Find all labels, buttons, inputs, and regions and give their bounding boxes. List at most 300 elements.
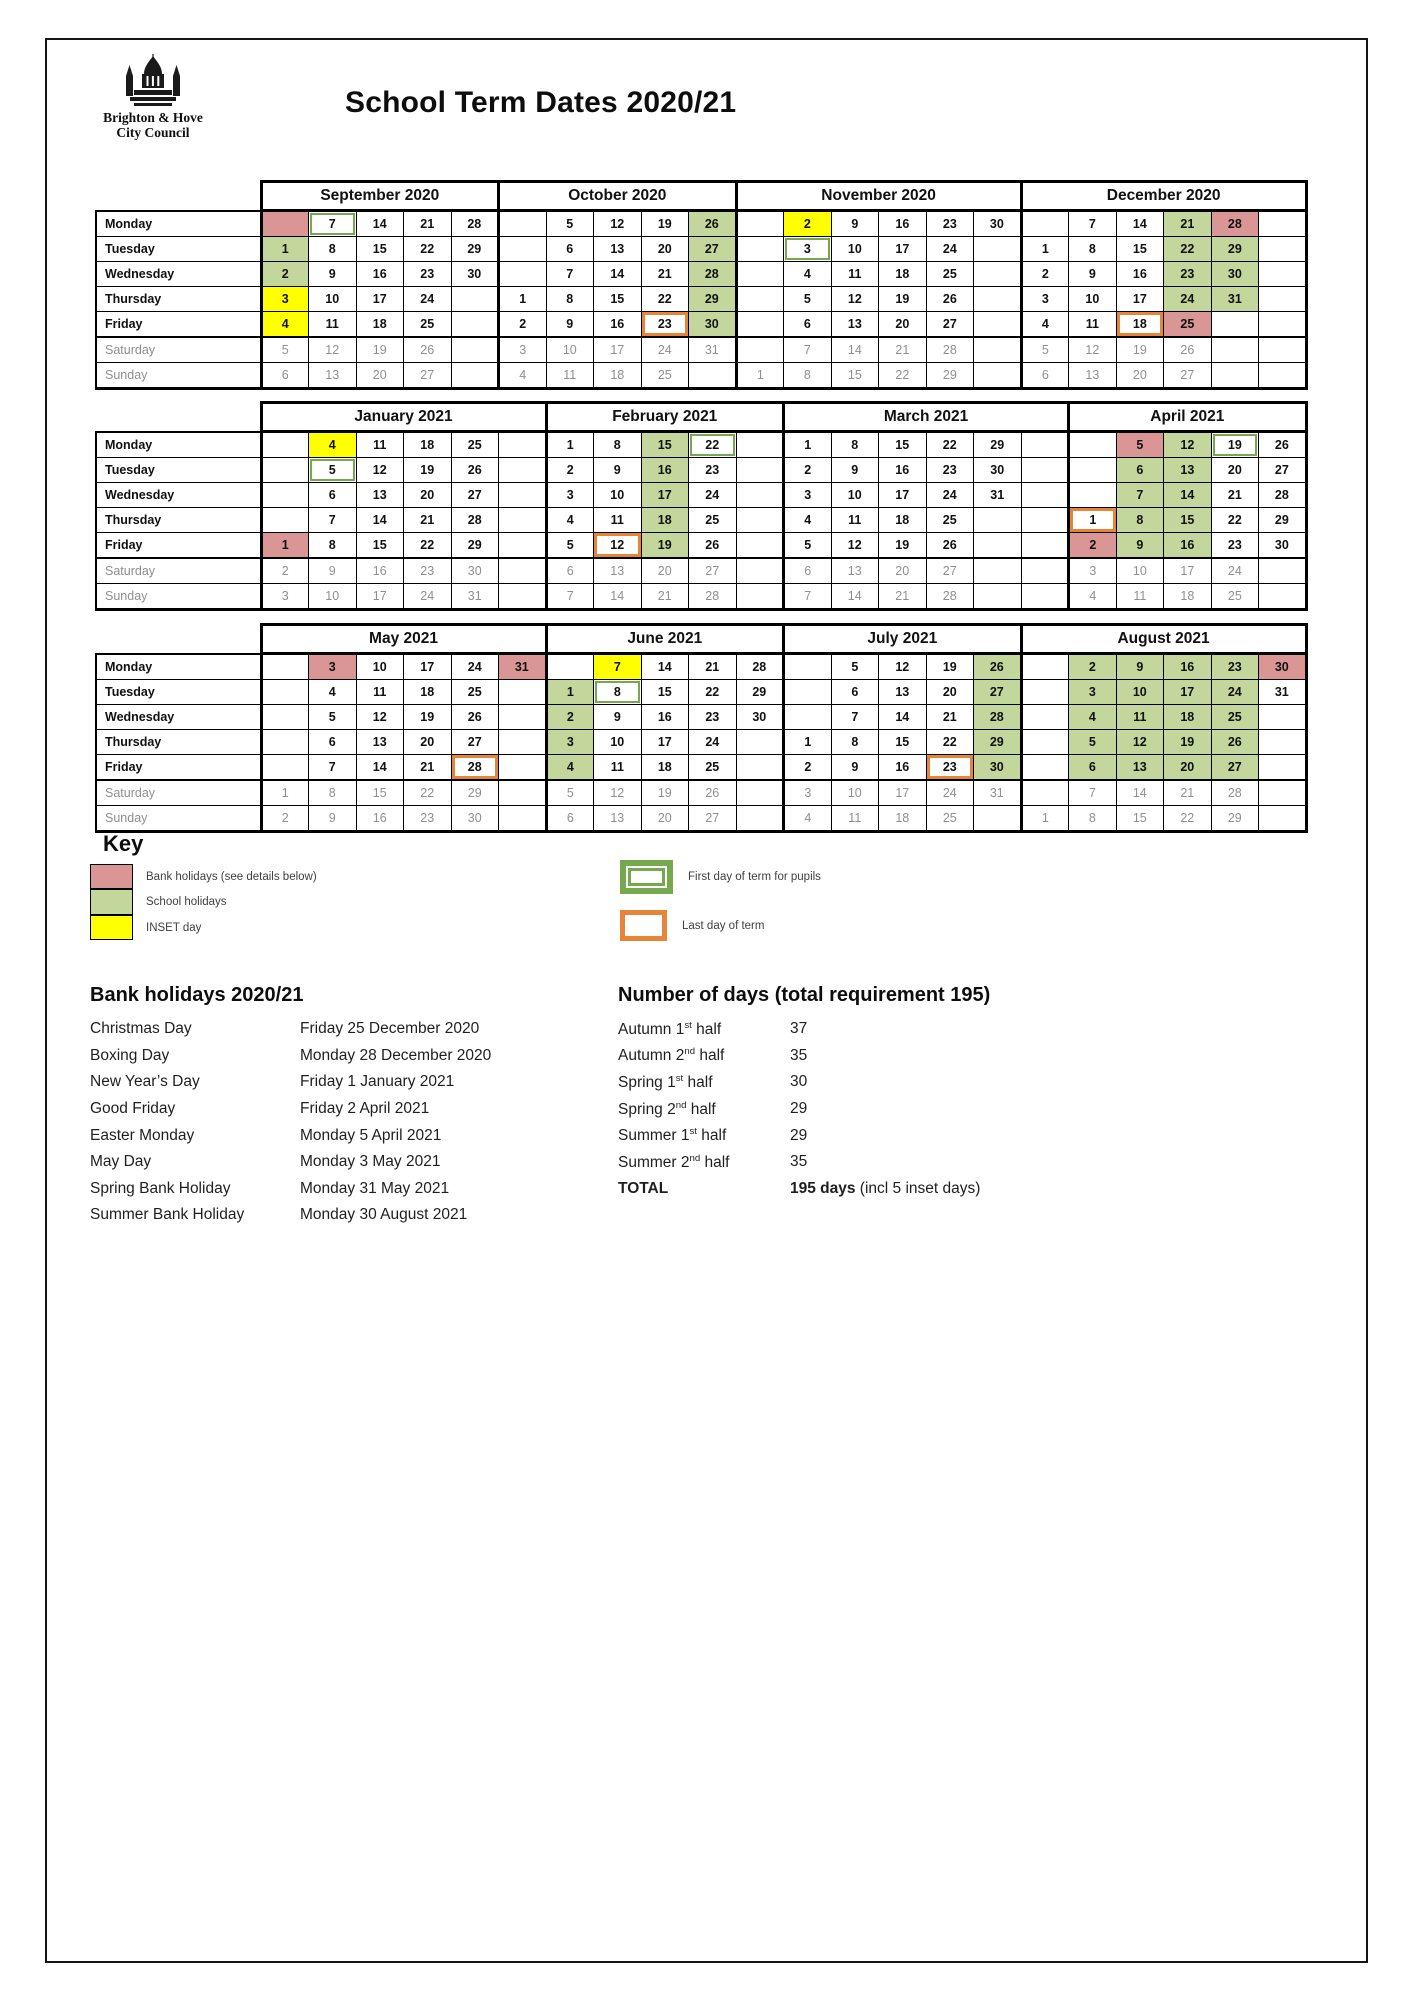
day-cell: 29 xyxy=(736,680,784,705)
bank-holiday-date: Monday 28 December 2020 xyxy=(300,1046,492,1064)
day-cell: 21 xyxy=(1211,483,1259,508)
day-cell: 22 xyxy=(1164,806,1212,832)
day-row-label: Thursday xyxy=(96,508,261,533)
day-cell: 2 xyxy=(499,312,547,338)
day-cell: 9 xyxy=(309,262,357,287)
day-cell: 28 xyxy=(974,705,1022,730)
day-cell: 28 xyxy=(926,337,974,363)
day-cell: 12 xyxy=(879,654,927,680)
day-cell-empty xyxy=(261,680,309,705)
day-cell-empty xyxy=(499,705,547,730)
day-cell: 11 xyxy=(831,508,879,533)
day-cell: 30 xyxy=(689,312,737,338)
day-cell-empty xyxy=(261,483,309,508)
day-cell: 30 xyxy=(451,262,499,287)
day-cell: 13 xyxy=(1164,458,1212,483)
day-cell: 4 xyxy=(499,363,547,389)
total-days-bold: 195 days xyxy=(790,1179,856,1197)
day-row xyxy=(96,584,1306,610)
day-cell: 17 xyxy=(1164,558,1212,584)
bank-holiday-name: Christmas Day xyxy=(90,1020,192,1038)
day-cell: 9 xyxy=(594,705,642,730)
day-cell: 15 xyxy=(1116,806,1164,832)
day-cell-empty xyxy=(1021,483,1069,508)
key-row-last-day xyxy=(620,910,764,941)
day-cell: 11 xyxy=(356,680,404,705)
day-cell-empty xyxy=(451,337,499,363)
day-cell: 17 xyxy=(1116,287,1164,312)
day-cell: 3 xyxy=(784,237,832,262)
bank-holiday-row xyxy=(90,1122,610,1149)
day-cell-empty xyxy=(499,432,547,458)
day-cell: 16 xyxy=(356,806,404,832)
day-cell: 6 xyxy=(546,806,594,832)
day-cell: 9 xyxy=(546,312,594,338)
day-cell: 5 xyxy=(546,211,594,237)
bank-holiday-row xyxy=(90,1069,610,1096)
day-cell: 5 xyxy=(546,533,594,559)
school-holiday-swatch xyxy=(90,889,133,915)
day-cell: 6 xyxy=(309,483,357,508)
day-cell: 29 xyxy=(1211,237,1259,262)
day-cell: 26 xyxy=(926,533,974,559)
day-cell: 6 xyxy=(831,680,879,705)
day-row xyxy=(96,287,1306,312)
day-cell: 1 xyxy=(1021,806,1069,832)
day-cell: 11 xyxy=(831,262,879,287)
day-cell: 9 xyxy=(594,458,642,483)
day-cell: 22 xyxy=(641,287,689,312)
day-cell: 28 xyxy=(451,508,499,533)
day-cell: 6 xyxy=(784,558,832,584)
day-cell-empty xyxy=(736,780,784,806)
day-cell: 14 xyxy=(356,508,404,533)
day-cell: 10 xyxy=(309,584,357,610)
month-header-row xyxy=(96,182,1306,211)
day-cell-empty xyxy=(1211,312,1259,338)
day-cell-empty xyxy=(1069,432,1117,458)
day-cell-empty xyxy=(736,558,784,584)
calendar-table xyxy=(95,180,1308,390)
day-cell: 12 xyxy=(1164,432,1212,458)
day-cell: 31 xyxy=(1211,287,1259,312)
day-cell: 20 xyxy=(926,680,974,705)
day-cell-empty xyxy=(499,262,547,287)
key-label: INSET day xyxy=(146,921,202,934)
day-cell-empty xyxy=(974,558,1022,584)
day-cell: 4 xyxy=(784,806,832,832)
day-cell: 21 xyxy=(879,337,927,363)
day-cell: 21 xyxy=(926,705,974,730)
day-cell: 2 xyxy=(784,211,832,237)
day-cell: 18 xyxy=(879,508,927,533)
day-cell: 6 xyxy=(1069,755,1117,781)
day-cell: 10 xyxy=(1116,680,1164,705)
day-cell: 20 xyxy=(404,730,452,755)
day-cell: 10 xyxy=(594,483,642,508)
day-cell: 16 xyxy=(356,262,404,287)
day-cell: 14 xyxy=(879,705,927,730)
day-cell: 9 xyxy=(831,458,879,483)
day-cell: 18 xyxy=(1164,584,1212,610)
day-cell-empty xyxy=(974,508,1022,533)
bank-holiday-date: Monday 30 August 2021 xyxy=(300,1206,468,1224)
day-cell-empty xyxy=(974,287,1022,312)
day-cell-empty xyxy=(261,654,309,680)
day-cell: 11 xyxy=(1116,705,1164,730)
day-cell: 30 xyxy=(451,806,499,832)
day-cell-empty xyxy=(1021,705,1069,730)
day-cell-empty xyxy=(1259,287,1307,312)
day-cell: 18 xyxy=(594,363,642,389)
bank-holidays-section xyxy=(90,984,610,1229)
day-cell: 14 xyxy=(356,755,404,781)
term-half-days-value: 37 xyxy=(790,1020,808,1038)
day-cell: 22 xyxy=(1211,508,1259,533)
bank-holiday-swatch xyxy=(90,864,133,890)
day-cell: 2 xyxy=(784,755,832,781)
day-cell: 21 xyxy=(879,584,927,610)
day-cell: 28 xyxy=(1259,483,1307,508)
day-cell: 2 xyxy=(1069,533,1117,559)
day-cell: 8 xyxy=(309,780,357,806)
day-cell: 22 xyxy=(689,680,737,705)
day-cell: 7 xyxy=(594,654,642,680)
day-cell: 20 xyxy=(641,558,689,584)
day-cell: 5 xyxy=(261,337,309,363)
day-cell-empty xyxy=(451,363,499,389)
bank-holiday-row xyxy=(90,1176,610,1203)
day-cell: 19 xyxy=(404,705,452,730)
day-cell: 15 xyxy=(641,432,689,458)
calendar-corner-spacer xyxy=(96,182,261,211)
day-cell: 8 xyxy=(546,287,594,312)
number-of-days-list xyxy=(618,1016,1178,1202)
bank-holiday-date: Monday 31 May 2021 xyxy=(300,1179,450,1197)
day-cell: 31 xyxy=(1259,680,1307,705)
day-cell-empty xyxy=(1259,806,1307,832)
day-cell: 6 xyxy=(1021,363,1069,389)
day-cell: 26 xyxy=(926,287,974,312)
day-cell-empty xyxy=(261,755,309,781)
day-cell-empty xyxy=(1259,558,1307,584)
day-cell: 27 xyxy=(1164,363,1212,389)
number-of-days-row xyxy=(618,1122,1178,1149)
logo-line-2: City Council xyxy=(116,125,190,141)
day-cell-empty xyxy=(736,533,784,559)
day-cell: 7 xyxy=(309,755,357,781)
day-cell: 25 xyxy=(926,806,974,832)
day-cell-empty xyxy=(451,312,499,338)
day-cell: 3 xyxy=(261,287,309,312)
day-cell: 20 xyxy=(404,483,452,508)
bank-holiday-name: Spring Bank Holiday xyxy=(90,1179,231,1197)
day-cell: 23 xyxy=(1164,262,1212,287)
day-cell: 5 xyxy=(309,458,357,483)
term-half-label: Summer 2nd half xyxy=(618,1152,730,1171)
day-cell-empty xyxy=(1259,211,1307,237)
day-cell: 3 xyxy=(546,730,594,755)
day-cell-empty xyxy=(1259,584,1307,610)
day-cell: 7 xyxy=(546,584,594,610)
number-of-days-heading: Number of days (total requirement 195) xyxy=(618,984,991,1006)
number-of-days-section xyxy=(618,984,1178,1202)
day-cell: 22 xyxy=(404,533,452,559)
day-cell: 27 xyxy=(451,730,499,755)
day-cell: 6 xyxy=(309,730,357,755)
day-cell: 1 xyxy=(499,287,547,312)
day-cell-empty xyxy=(1021,780,1069,806)
term-half-days-value: 29 xyxy=(790,1126,808,1144)
day-row xyxy=(96,533,1306,559)
day-cell: 17 xyxy=(641,483,689,508)
total-label: TOTAL xyxy=(618,1179,669,1197)
day-cell: 24 xyxy=(404,584,452,610)
day-cell: 20 xyxy=(879,312,927,338)
day-cell: 6 xyxy=(261,363,309,389)
day-cell-empty xyxy=(736,211,784,237)
day-cell: 12 xyxy=(356,458,404,483)
day-cell: 24 xyxy=(1164,287,1212,312)
day-cell: 23 xyxy=(689,458,737,483)
day-cell: 4 xyxy=(309,432,357,458)
day-cell: 17 xyxy=(594,337,642,363)
day-cell: 8 xyxy=(594,680,642,705)
day-cell: 25 xyxy=(689,508,737,533)
bank-holiday-date: Friday 2 April 2021 xyxy=(300,1100,430,1118)
day-cell: 22 xyxy=(404,237,452,262)
day-row xyxy=(96,806,1306,832)
day-cell: 22 xyxy=(404,780,452,806)
day-cell: 29 xyxy=(1259,508,1307,533)
bank-holiday-date: Monday 3 May 2021 xyxy=(300,1153,441,1171)
day-cell-empty xyxy=(974,363,1022,389)
day-cell: 3 xyxy=(1021,287,1069,312)
day-cell-empty xyxy=(736,312,784,338)
day-cell-empty xyxy=(1021,432,1069,458)
day-cell: 6 xyxy=(784,312,832,338)
day-cell-empty xyxy=(499,755,547,781)
day-cell: 13 xyxy=(356,483,404,508)
day-cell: 12 xyxy=(594,780,642,806)
day-cell-empty xyxy=(499,483,547,508)
day-cell-empty xyxy=(736,755,784,781)
day-cell: 1 xyxy=(1021,237,1069,262)
day-cell: 14 xyxy=(1164,483,1212,508)
day-cell: 24 xyxy=(926,483,974,508)
day-cell-empty xyxy=(1211,363,1259,389)
month-header: January 2021 xyxy=(261,403,546,432)
day-row-label: Wednesday xyxy=(96,705,261,730)
day-cell: 11 xyxy=(1116,584,1164,610)
day-cell: 3 xyxy=(1069,680,1117,705)
day-cell: 31 xyxy=(689,337,737,363)
day-cell: 15 xyxy=(879,730,927,755)
day-cell: 24 xyxy=(1211,558,1259,584)
day-cell: 29 xyxy=(1211,806,1259,832)
calendar-band-spring xyxy=(95,401,1308,611)
day-cell-empty xyxy=(736,337,784,363)
day-row-label: Monday xyxy=(96,654,261,680)
day-cell-empty xyxy=(546,654,594,680)
day-cell: 28 xyxy=(451,755,499,781)
day-cell: 30 xyxy=(451,558,499,584)
day-cell-empty xyxy=(499,211,547,237)
day-cell: 20 xyxy=(1164,755,1212,781)
day-cell: 21 xyxy=(641,584,689,610)
key-row-inset-day xyxy=(90,915,317,941)
day-cell-empty xyxy=(1069,458,1117,483)
day-cell: 18 xyxy=(641,755,689,781)
day-cell-empty xyxy=(1021,654,1069,680)
first-day-border-swatch xyxy=(620,860,673,894)
day-cell: 24 xyxy=(404,287,452,312)
day-cell: 24 xyxy=(1211,680,1259,705)
day-cell: 16 xyxy=(879,211,927,237)
day-cell: 29 xyxy=(974,730,1022,755)
day-cell: 4 xyxy=(546,508,594,533)
day-cell: 19 xyxy=(879,533,927,559)
day-cell: 15 xyxy=(641,680,689,705)
day-cell: 15 xyxy=(879,432,927,458)
day-cell: 14 xyxy=(594,262,642,287)
day-cell: 17 xyxy=(879,237,927,262)
day-cell: 24 xyxy=(926,780,974,806)
day-cell: 14 xyxy=(1116,211,1164,237)
day-cell: 1 xyxy=(546,680,594,705)
month-header: December 2020 xyxy=(1021,182,1306,211)
day-cell: 20 xyxy=(879,558,927,584)
day-row xyxy=(96,508,1306,533)
day-cell: 6 xyxy=(1116,458,1164,483)
day-cell: 19 xyxy=(926,654,974,680)
term-half-label: Spring 2nd half xyxy=(618,1099,716,1118)
day-cell-empty xyxy=(736,584,784,610)
day-cell: 23 xyxy=(689,705,737,730)
key-row-school-holidays xyxy=(90,890,317,916)
day-cell: 11 xyxy=(831,806,879,832)
day-cell: 25 xyxy=(404,312,452,338)
day-cell: 14 xyxy=(356,211,404,237)
day-cell: 18 xyxy=(641,508,689,533)
day-cell: 30 xyxy=(974,211,1022,237)
day-cell: 23 xyxy=(926,211,974,237)
day-cell: 21 xyxy=(1164,780,1212,806)
day-cell: 27 xyxy=(926,558,974,584)
day-cell-empty xyxy=(974,584,1022,610)
day-cell: 8 xyxy=(784,363,832,389)
day-cell: 4 xyxy=(261,312,309,338)
number-of-days-total-row xyxy=(618,1176,1178,1203)
day-row-label: Tuesday xyxy=(96,237,261,262)
day-cell: 25 xyxy=(1211,584,1259,610)
day-cell: 26 xyxy=(974,654,1022,680)
key-swatch-list xyxy=(90,864,317,941)
bank-holiday-row xyxy=(90,1096,610,1123)
day-cell: 31 xyxy=(974,483,1022,508)
day-cell: 21 xyxy=(404,508,452,533)
day-cell: 16 xyxy=(879,755,927,781)
day-cell: 24 xyxy=(451,654,499,680)
day-cell: 26 xyxy=(689,533,737,559)
day-cell: 25 xyxy=(1164,312,1212,338)
month-header: March 2021 xyxy=(784,403,1069,432)
day-cell: 1 xyxy=(1069,508,1117,533)
bank-holiday-name: Boxing Day xyxy=(90,1046,170,1064)
day-cell: 7 xyxy=(1069,780,1117,806)
day-cell-empty xyxy=(1259,705,1307,730)
day-cell: 12 xyxy=(594,533,642,559)
day-cell: 31 xyxy=(974,780,1022,806)
day-cell-empty xyxy=(784,680,832,705)
day-cell: 30 xyxy=(974,458,1022,483)
day-cell-empty xyxy=(974,312,1022,338)
day-cell: 19 xyxy=(404,458,452,483)
day-row-label: Monday xyxy=(96,432,261,458)
total-value xyxy=(790,1180,980,1198)
day-cell: 14 xyxy=(641,654,689,680)
day-cell: 10 xyxy=(831,780,879,806)
day-cell: 25 xyxy=(451,432,499,458)
day-row xyxy=(96,458,1306,483)
day-cell: 2 xyxy=(261,262,309,287)
day-row xyxy=(96,363,1306,389)
day-cell-empty xyxy=(736,508,784,533)
day-cell-empty xyxy=(736,237,784,262)
day-cell: 5 xyxy=(784,533,832,559)
day-cell: 2 xyxy=(1069,654,1117,680)
day-cell: 16 xyxy=(641,458,689,483)
day-row xyxy=(96,337,1306,363)
day-cell: 20 xyxy=(1211,458,1259,483)
day-cell: 4 xyxy=(1069,705,1117,730)
day-cell: 11 xyxy=(356,432,404,458)
day-cell: 12 xyxy=(356,705,404,730)
number-of-days-row xyxy=(618,1016,1178,1043)
day-cell-empty xyxy=(736,262,784,287)
day-cell: 16 xyxy=(879,458,927,483)
term-half-days-value: 30 xyxy=(790,1073,808,1091)
day-cell: 17 xyxy=(641,730,689,755)
day-cell: 26 xyxy=(404,337,452,363)
day-cell: 26 xyxy=(689,780,737,806)
month-header: April 2021 xyxy=(1069,403,1307,432)
key-label: Bank holidays (see details below) xyxy=(146,870,317,883)
calendar-table xyxy=(95,623,1308,833)
day-cell: 3 xyxy=(546,483,594,508)
day-cell-empty xyxy=(1021,211,1069,237)
bank-holiday-row xyxy=(90,1016,610,1043)
day-cell: 20 xyxy=(356,363,404,389)
day-cell: 23 xyxy=(926,458,974,483)
day-cell: 27 xyxy=(926,312,974,338)
term-half-label: Autumn 1st half xyxy=(618,1019,722,1038)
day-cell: 1 xyxy=(784,432,832,458)
month-header-row xyxy=(96,403,1306,432)
day-cell-empty xyxy=(1259,755,1307,781)
day-cell: 29 xyxy=(926,363,974,389)
day-cell: 25 xyxy=(926,262,974,287)
day-cell: 27 xyxy=(689,237,737,262)
day-cell: 25 xyxy=(641,363,689,389)
day-cell: 23 xyxy=(404,262,452,287)
day-cell: 5 xyxy=(831,654,879,680)
day-cell: 30 xyxy=(736,705,784,730)
day-cell: 28 xyxy=(1211,211,1259,237)
key-row-bank-holidays xyxy=(90,864,317,890)
bank-holiday-name: Easter Monday xyxy=(90,1126,195,1144)
calendar-corner-spacer xyxy=(96,625,261,654)
